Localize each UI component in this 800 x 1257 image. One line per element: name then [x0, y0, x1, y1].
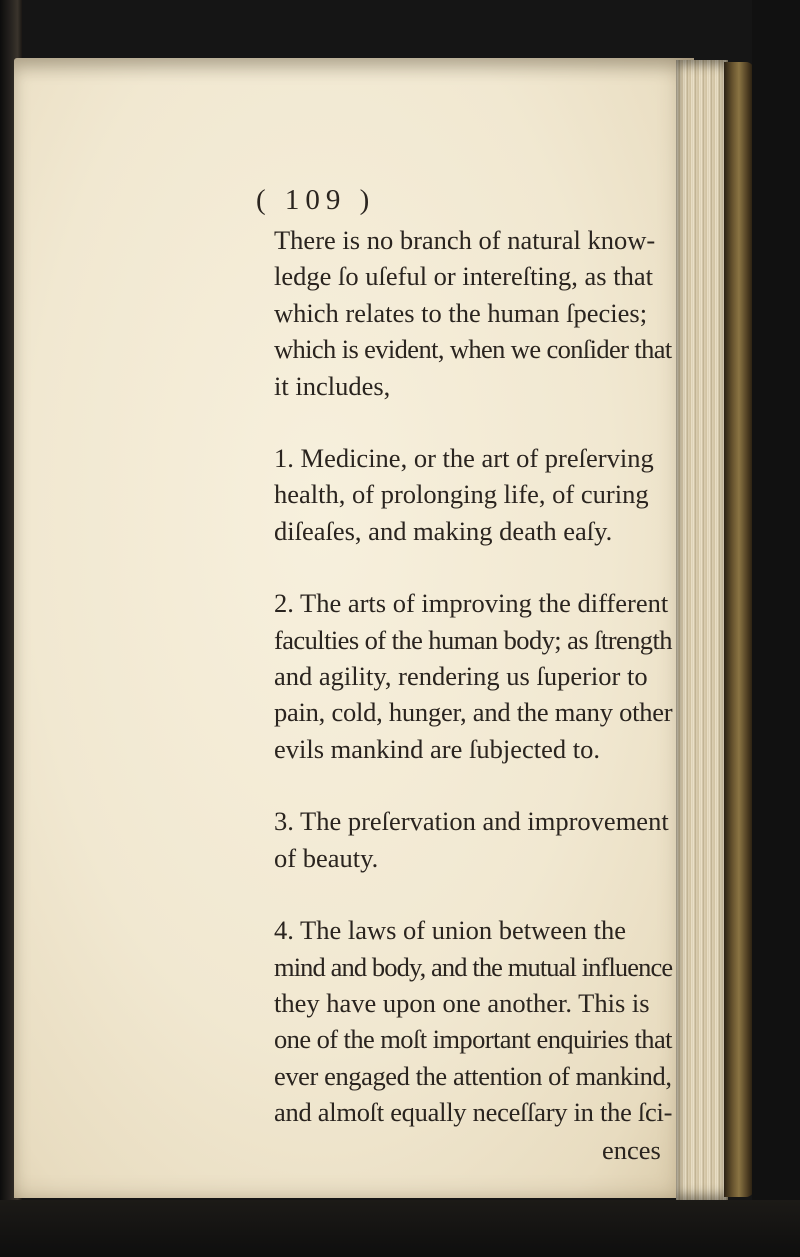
page-edges [676, 60, 728, 1200]
text-line: one of the moſt important enquiries that [274, 1024, 672, 1055]
text-line: which is evident, when we conſider that [274, 334, 672, 365]
text-line: 4. The laws of union between the [274, 915, 627, 946]
paragraph-intro [252, 222, 672, 404]
text-line: 1. Medicine, or the art of preſerving [274, 443, 654, 474]
paragraph-item-3 [252, 803, 669, 876]
paragraph-item-1 [252, 440, 654, 549]
text-line: 2. The arts of improving the different [274, 588, 669, 619]
catchword: ences [602, 1134, 661, 1165]
text-line: and agility, rendering us ſuperior to [274, 661, 648, 692]
text-line: 3. The preſervation and improvement [274, 806, 669, 837]
text-line: which relates to the human ſpecies; [274, 297, 648, 328]
text-line: mind and body, and the mutual influence [274, 951, 673, 982]
background-right [752, 0, 800, 1257]
body-text [252, 222, 673, 1131]
background-bottom [0, 1200, 800, 1257]
paragraph-item-4 [252, 912, 673, 1130]
book-cover-edge [724, 62, 754, 1197]
text-line: and almoſt equally neceſſary in the ſci- [274, 1097, 673, 1128]
text-line: of beauty. [274, 842, 379, 873]
paragraph-item-2 [252, 585, 673, 767]
text-line: faculties of the human body; as ſtrength [274, 624, 672, 655]
text-line: they have upon one another. This is [274, 987, 650, 1018]
text-line: There is no branch of natural know- [274, 225, 656, 255]
text-line: ever engaged the attention of mankind, [274, 1060, 672, 1091]
text-line: pain, cold, hunger, and the many other [274, 697, 673, 728]
text-line: it includes, [274, 370, 391, 401]
text-line: diſeaſes, and making death eaſy. [274, 515, 613, 546]
text-line: evils mankind are ſubjected to. [274, 733, 600, 764]
text-line: health, of prolonging life, of curing [274, 479, 649, 510]
text-line: ledge ſo uſeful or intereſting, as that [274, 261, 653, 292]
page-number: ( 109 ) [256, 184, 376, 216]
